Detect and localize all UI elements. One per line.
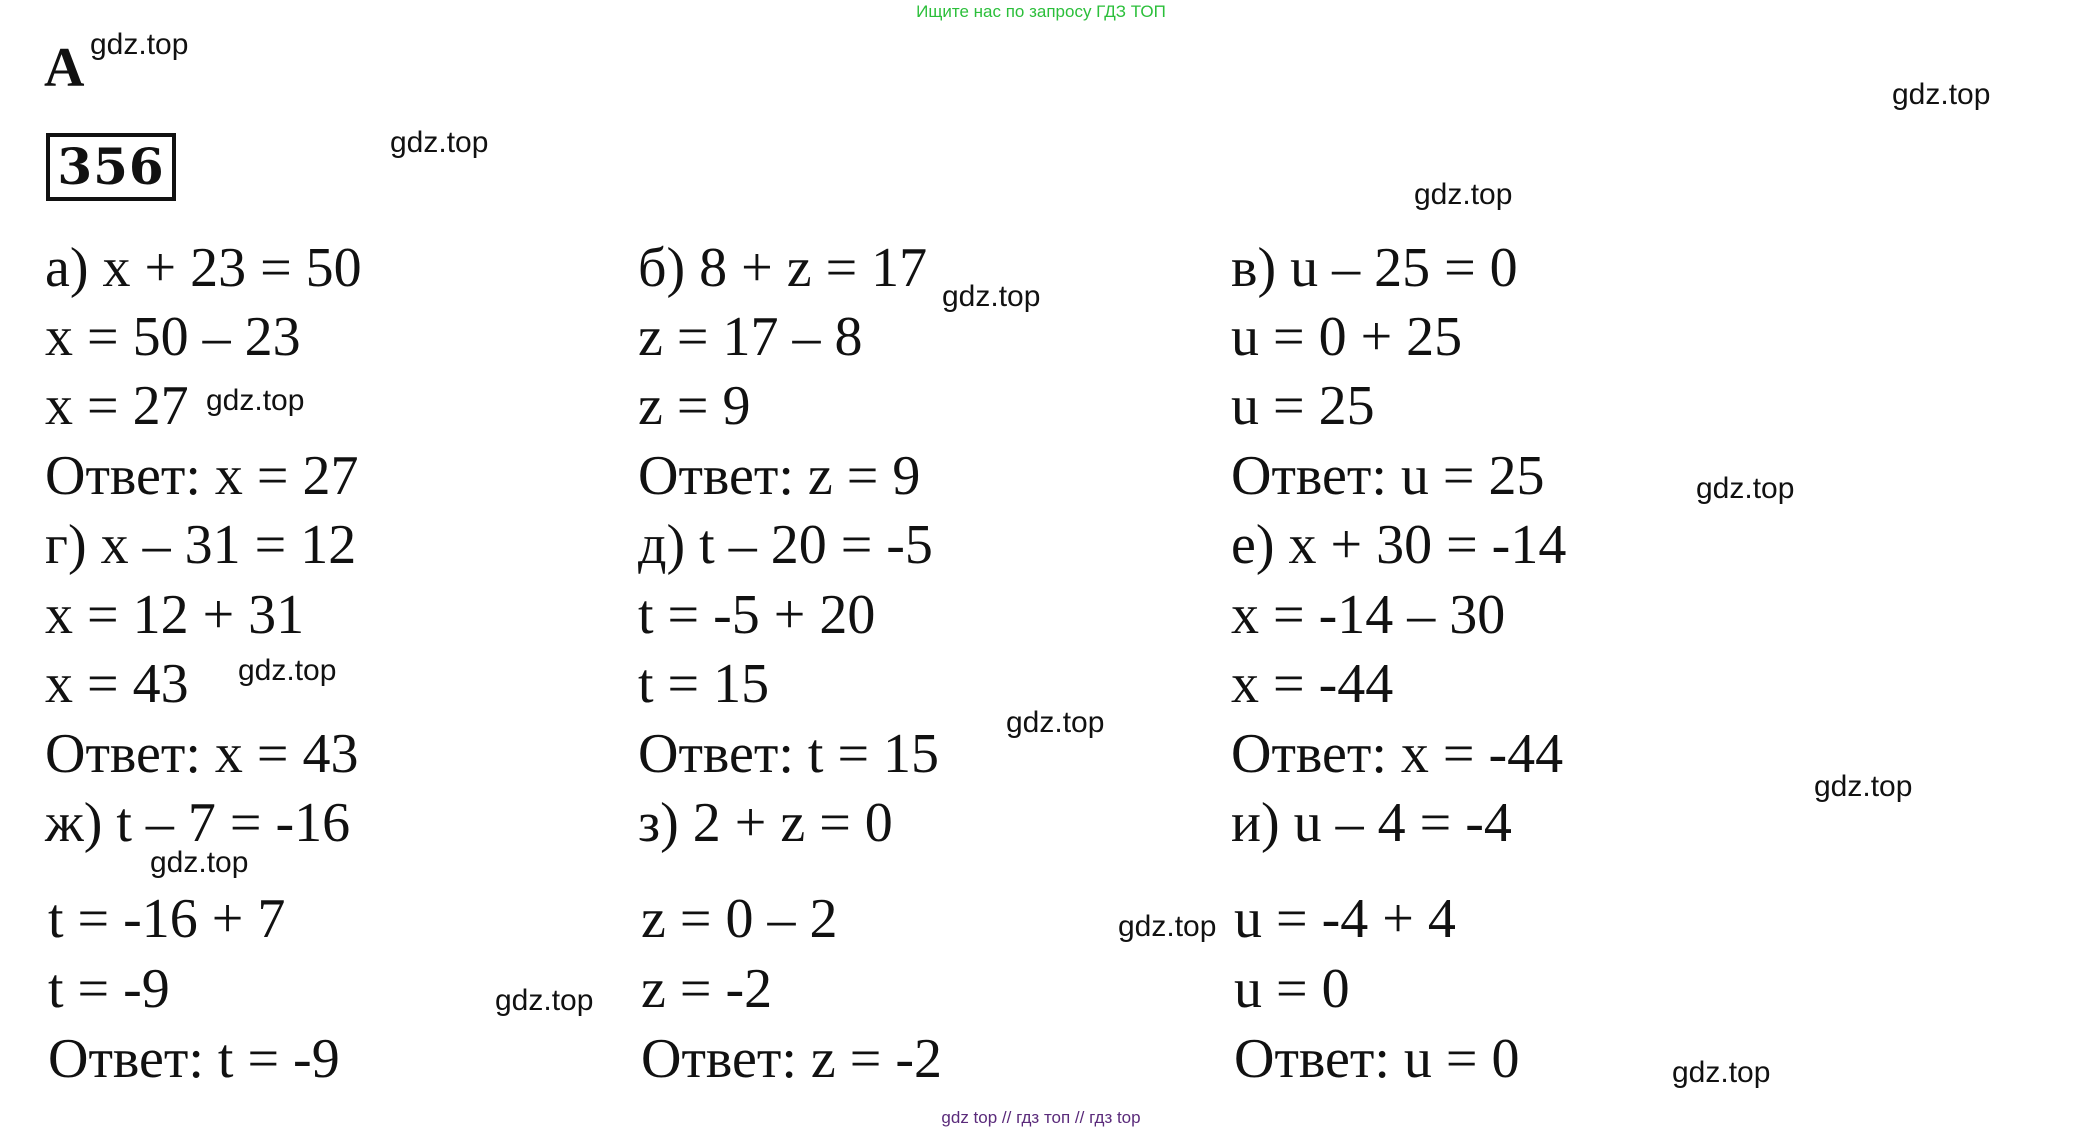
equation-line: z = 9 xyxy=(638,375,751,437)
equation-line: z = 17 – 8 xyxy=(638,306,863,368)
answer-line: Ответ: u = 0 xyxy=(1234,1028,1520,1090)
equation-line: u = -4 + 4 xyxy=(1234,888,1456,950)
section-letter: А xyxy=(44,37,85,99)
watermark: gdz.top xyxy=(942,280,1041,313)
exercise-number-box: 356 xyxy=(46,133,176,201)
watermark: gdz.top xyxy=(495,984,594,1017)
equation-line: x = -44 xyxy=(1231,653,1394,715)
search-hint-banner: Ищите нас по запросу ГДЗ ТОП xyxy=(916,2,1166,21)
equation-line: в) u – 25 = 0 xyxy=(1231,237,1518,299)
answer-line: Ответ: t = -9 xyxy=(48,1028,340,1090)
watermark: gdz.top xyxy=(1118,910,1217,943)
watermark: gdz.top xyxy=(150,846,249,879)
watermark: gdz.top xyxy=(1672,1056,1771,1089)
equation-line: t = -16 + 7 xyxy=(48,888,286,950)
equation-line: x = 50 – 23 xyxy=(45,306,301,368)
equation-line: u = 25 xyxy=(1231,375,1375,437)
equation-line: u = 0 xyxy=(1234,958,1350,1020)
watermark: gdz.top xyxy=(238,654,337,687)
equation-line: t = -5 + 20 xyxy=(638,584,876,646)
equation-line: а) x + 23 = 50 xyxy=(45,237,362,299)
answer-line: Ответ: u = 25 xyxy=(1231,445,1545,507)
equation-line: б) 8 + z = 17 xyxy=(638,237,928,299)
answer-line: Ответ: x = 27 xyxy=(45,445,359,507)
equation-line: е) x + 30 = -14 xyxy=(1231,514,1567,576)
equation-line: x = -14 – 30 xyxy=(1231,584,1506,646)
equation-line: u = 0 + 25 xyxy=(1231,306,1463,368)
equation-line: д) t – 20 = -5 xyxy=(638,514,933,576)
answer-line: Ответ: z = -2 xyxy=(641,1028,942,1090)
equation-line: и) u – 4 = -4 xyxy=(1231,792,1512,854)
equation-line: x = 27 xyxy=(45,375,189,437)
equation-line: ж) t – 7 = -16 xyxy=(45,792,351,854)
equation-line: x = 12 + 31 xyxy=(45,584,305,646)
answer-line: Ответ: x = -44 xyxy=(1231,723,1564,785)
watermark: gdz.top xyxy=(1414,178,1513,211)
answer-line: Ответ: x = 43 xyxy=(45,723,359,785)
equation-line: з) 2 + z = 0 xyxy=(638,792,893,854)
equation-line: t = 15 xyxy=(638,653,770,715)
equation-line: z = -2 xyxy=(641,958,773,1020)
answer-line: Ответ: z = 9 xyxy=(638,445,921,507)
watermark: gdz.top xyxy=(90,28,189,61)
answer-line: Ответ: t = 15 xyxy=(638,723,940,785)
watermark: gdz.top xyxy=(206,384,305,417)
equation-line: x = 43 xyxy=(45,653,189,715)
footer-links: gdz top // гдз топ // гдз top xyxy=(941,1108,1141,1127)
equation-line: t = -9 xyxy=(48,958,170,1020)
watermark: gdz.top xyxy=(1006,706,1105,739)
watermark: gdz.top xyxy=(1892,78,1991,111)
watermark: gdz.top xyxy=(390,126,489,159)
equation-line: z = 0 – 2 xyxy=(641,888,838,950)
watermark: gdz.top xyxy=(1696,472,1795,505)
equation-line: г) x – 31 = 12 xyxy=(45,514,357,576)
watermark: gdz.top xyxy=(1814,770,1913,803)
